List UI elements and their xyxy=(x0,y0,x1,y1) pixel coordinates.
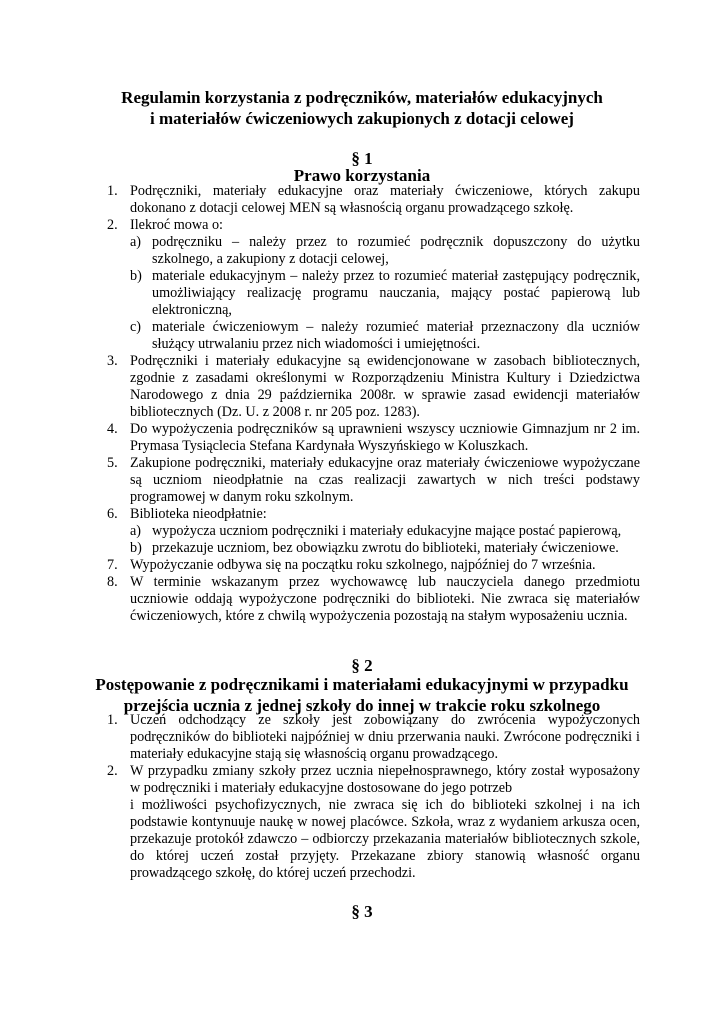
document-title xyxy=(60,87,664,129)
section-2-list xyxy=(107,712,640,882)
item-number: 6. xyxy=(107,506,118,522)
item-text-continued: i możliwości psychofizycznych, nie zwraca się ich do biblioteki szkolnej i na ich podstawie kontynuuje naukę w nowej placówce. Szkoła, wraz z wydaniem arkusza ocen, przekazuje protokół zdawczo – odbiorczy przekazania materiałów bibliotecznych szkole, do której uczeń został przyjęty. Przekazane zbiory stanowią własność organu prowadzącego szkołę, do której uczeń przechodzi. xyxy=(130,797,640,881)
title-line-1: Regulamin korzystania z podręczników, materiałów edukacyjnych xyxy=(121,88,603,107)
list-item xyxy=(107,763,640,882)
section-2-heading xyxy=(60,674,664,716)
item-text: Podręczniki, materiały edukacyjne oraz materiały ćwiczeniowe, których zakupu dokonano z dotacji celowej MEN są własnością organu prowadzącego szkołę. xyxy=(130,183,640,216)
item-text: Wypożyczanie odbywa się na początku roku szkolnego, najpóźniej do 7 września. xyxy=(130,557,596,573)
item-text: Ilekroć mowa o: xyxy=(130,217,223,233)
item-number: 3. xyxy=(107,353,118,369)
item-number: 5. xyxy=(107,455,118,471)
sub-item xyxy=(130,234,640,268)
sub-item-text: podręczniku – należy przez to rozumieć podręcznik dopuszczony do użytku szkolnego, a zakupiony z dotacji celowej, xyxy=(152,234,640,267)
item-number: 1. xyxy=(107,712,118,728)
item-text: Podręczniki i materiały edukacyjne są ewidencjonowane w zasobach bibliotecznych, zgodnie z zasadami określonymi w Rozporządzeniu Ministra Kultury i Dziedzictwa Narodowego z dnia 29 października 2008r. w sprawie zasad ewidencji materiałów bibliotecznych (Dz. U. z 2008 r. nr 205 poz. 1283). xyxy=(130,353,640,420)
sub-item-text: przekazuje uczniom, bez obowiązku zwrotu do biblioteki, materiały ćwiczeniowe. xyxy=(152,540,619,556)
sub-item-letter: b) xyxy=(130,540,142,556)
sub-item-letter: a) xyxy=(130,234,142,250)
sub-item-letter: c) xyxy=(130,319,142,335)
item-number: 7. xyxy=(107,557,118,573)
list-item xyxy=(107,421,640,455)
section-3-number: § 3 xyxy=(351,902,373,921)
sub-item xyxy=(130,319,640,353)
item-number: 2. xyxy=(107,217,118,233)
item-text: Zakupione podręczniki, materiały edukacyjne oraz materiały ćwiczeniowe wypożyczane są uczniom nieodpłatnie na czas realizacji zawartych w nich treści podstawy programowej w danym roku szkolnym. xyxy=(130,455,640,505)
section-1-number: § 1 xyxy=(351,149,373,168)
list-item xyxy=(107,574,640,625)
sub-item-text: materiale edukacyjnym – należy przez to rozumieć materiał zastępujący podręcznik, umożliwiający realizację programu nauczania, mający postać papierową lub elektroniczną, xyxy=(152,268,640,318)
list-item xyxy=(107,217,640,234)
item-number: 1. xyxy=(107,183,118,199)
item-number: 8. xyxy=(107,574,118,590)
item-text: W terminie wskazanym przez wychowawcę lub nauczyciela danego przedmiotu uczniowie oddają wypożyczone podręczniki do biblioteki. Nie zwraca się materiałów ćwiczeniowych, które z chwilą wypożyczenia pozostają na stałym wyposażeniu ucznia. xyxy=(130,574,640,624)
sub-item xyxy=(130,268,640,319)
sub-item-letter: a) xyxy=(130,523,142,539)
item-number: 2. xyxy=(107,763,118,779)
item-text: Uczeń odchodzący ze szkoły jest zobowiązany do zwrócenia wypożyczonych podręczników do biblioteki najpóźniej w dniu przerwania nauki. Zwrócone podręczniki i materiały edukacyjne stają się własnością organu prowadzącego. xyxy=(130,712,640,762)
sub-item-text: wypożycza uczniom podręczniki i materiały edukacyjne mające postać papierową, xyxy=(152,523,622,539)
item-text: Do wypożyczenia podręczników są uprawnieni wszyscy uczniowie Gimnazjum nr 2 im. Prymasa Tysiąclecia Stefana Kardynała Wyszyńskiego w Koluszkach. xyxy=(130,421,640,454)
list-item xyxy=(107,183,640,217)
sub-item-text: materiale ćwiczeniowym – należy rozumieć materiał przeznaczony dla uczniów służący utrwalaniu przez nich wiadomości i umiejętności. xyxy=(152,319,640,352)
sub-item xyxy=(130,540,640,557)
list-item xyxy=(107,557,640,574)
section-2-heading-line-2: przejścia ucznia z jednej szkoły do innej w trakcie roku szkolnego xyxy=(123,696,601,715)
list-item xyxy=(107,506,640,523)
section-1-list xyxy=(107,183,640,625)
title-line-2: i materiałów ćwiczeniowych zakupionych z dotacji celowej xyxy=(150,109,574,128)
item-text: W przypadku zmiany szkoły przez ucznia niepełnosprawnego, który został wyposażony w podręczniki i materiały edukacyjne dostosowane do jego potrzeb xyxy=(130,763,640,796)
item-text: Biblioteka nieodpłatnie: xyxy=(130,506,267,522)
section-1-heading: Prawo korzystania xyxy=(293,166,431,185)
sub-item xyxy=(130,523,640,540)
list-item xyxy=(107,353,640,421)
list-item xyxy=(107,712,640,763)
sub-item-letter: b) xyxy=(130,268,142,284)
item-number: 4. xyxy=(107,421,118,437)
section-2-number: § 2 xyxy=(351,656,373,675)
list-item xyxy=(107,455,640,506)
section-2-heading-line-1: Postępowanie z podręcznikami i materiałami edukacyjnymi w przypadku xyxy=(95,675,629,694)
